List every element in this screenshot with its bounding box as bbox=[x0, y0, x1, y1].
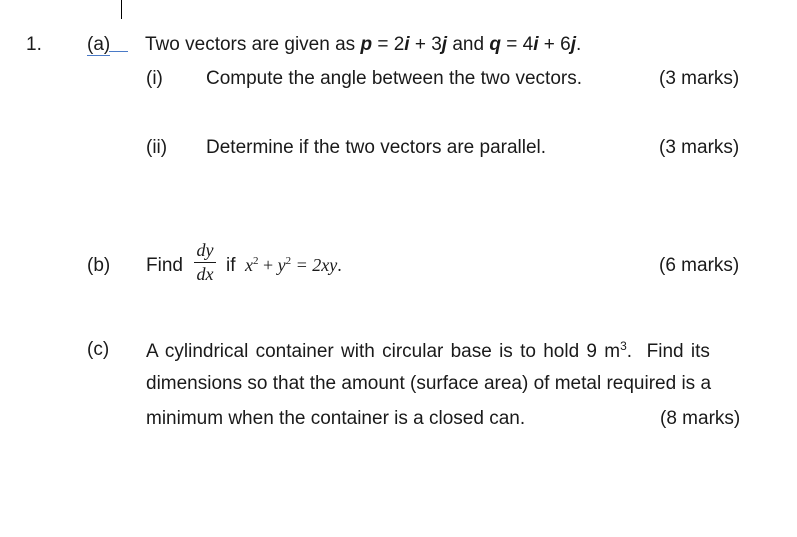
fraction-denominator: dx bbox=[196, 264, 214, 284]
unit-i-1: i bbox=[404, 34, 410, 55]
part-b-label: (b) bbox=[87, 255, 111, 276]
sub-ii-label: (ii) bbox=[146, 137, 168, 158]
part-c-line-1-text: A cylindrical container with circular base is to hold 9 m bbox=[146, 341, 621, 362]
eq-period: . bbox=[337, 255, 342, 275]
part-b-marks: (6 marks) bbox=[659, 255, 740, 276]
eq-y: y bbox=[277, 255, 286, 275]
fraction-numerator: dy bbox=[196, 240, 214, 260]
sub-i-label: (i) bbox=[146, 68, 163, 89]
part-c-line-1-end: . Find its bbox=[626, 341, 710, 362]
part-b-if: if bbox=[226, 255, 236, 276]
part-b-equation bbox=[245, 256, 342, 274]
unit-i-2: i bbox=[533, 34, 539, 55]
part-c-line-1 bbox=[146, 340, 746, 361]
stem-eq1: = 2 bbox=[372, 34, 405, 55]
fraction-bar bbox=[194, 262, 216, 263]
eq-exp1: 2 bbox=[253, 255, 259, 267]
sub-i-marks: (3 marks) bbox=[659, 68, 740, 89]
stem-period: . bbox=[575, 34, 582, 55]
stem-plus2: + 6 bbox=[538, 34, 571, 55]
stem-and: and bbox=[447, 34, 490, 55]
cubic-superscript: 3 bbox=[620, 339, 627, 353]
eq-exp2: 2 bbox=[285, 255, 292, 267]
eq-x: x bbox=[245, 255, 253, 275]
part-c-label: (c) bbox=[87, 339, 110, 360]
part-c-line-3: minimum when the container is a closed can. bbox=[146, 408, 526, 429]
part-a-label: (a) bbox=[87, 34, 111, 55]
stem-prefix: Two vectors are given as bbox=[145, 34, 361, 55]
part-b-find: Find bbox=[146, 255, 183, 276]
unit-j-2: j bbox=[570, 34, 576, 55]
part-a-stem bbox=[145, 35, 581, 54]
part-a-underline bbox=[109, 51, 128, 52]
sub-ii-text: Determine if the two vectors are parallel. bbox=[206, 137, 547, 158]
derivative-fraction bbox=[193, 241, 217, 283]
vector-p: p bbox=[360, 34, 373, 55]
part-c-marks: (8 marks) bbox=[660, 408, 741, 429]
vector-q: q bbox=[489, 34, 501, 55]
stem-eq2: = 4 bbox=[500, 34, 534, 55]
unit-j-1: j bbox=[441, 34, 448, 55]
part-c-line-2: dimensions so that the amount (surface area) of metal required is a bbox=[146, 373, 712, 394]
sub-i-text: Compute the angle between the two vectors. bbox=[206, 68, 583, 89]
stem-plus1: + 3 bbox=[409, 34, 442, 55]
eq-rhs: = 2xy bbox=[291, 255, 338, 275]
eq-plus: + bbox=[258, 255, 278, 275]
text-cursor bbox=[121, 0, 122, 19]
question-number: 1. bbox=[26, 34, 42, 55]
sub-ii-marks: (3 marks) bbox=[659, 137, 740, 158]
